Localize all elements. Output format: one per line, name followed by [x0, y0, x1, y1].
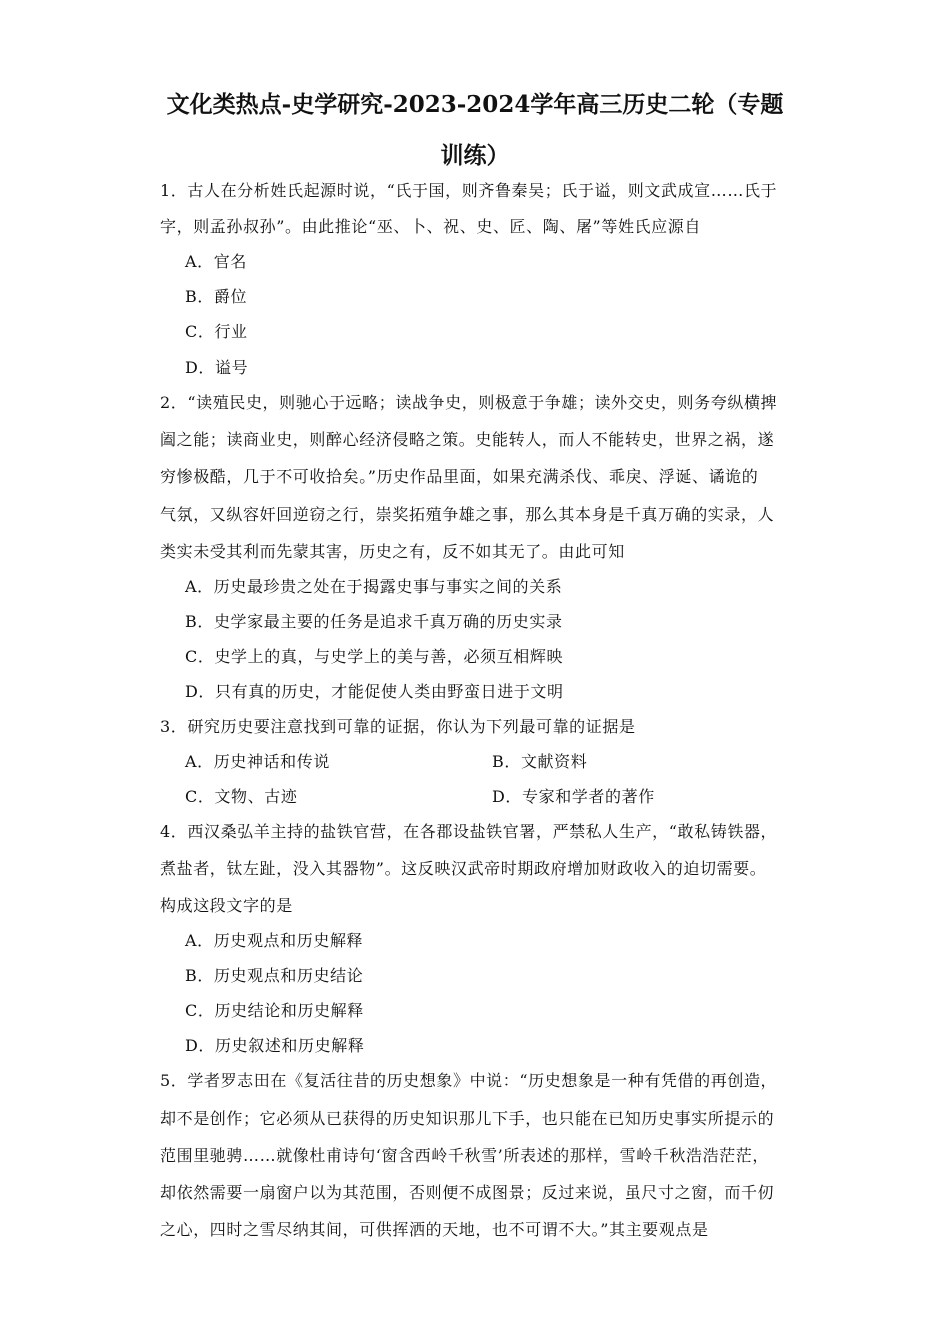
- question-4-option-a: A．历史观点和历史解释: [185, 931, 364, 950]
- question-1-option-a: A．官名: [185, 252, 247, 271]
- question-5-text-line1: 5．学者罗志田在《复活往昔的历史想象》中说：“历史想象是一种有凭借的再创造，: [160, 1071, 778, 1090]
- question-4-text-line3: 构成这段文字的是: [160, 896, 293, 915]
- question-5-text-line3: 范围里驰骋……就像杜甫诗句‘窗含西岭千秋雪’所表述的那样，雪岭千秋浩浩茫茫，: [160, 1146, 769, 1165]
- document-title-line1: 文化类热点-史学研究-2023-2024学年高三历史二轮（专题: [166, 91, 784, 118]
- question-3-option-d: D．专家和学者的著作: [492, 787, 655, 806]
- question-4-option-c: C．历史结论和历史解释: [185, 1001, 364, 1020]
- question-1-option-d: D．谥号: [185, 358, 249, 377]
- question-4-text-line1: 4．西汉桑弘羊主持的盐铁官营，在各郡设盐铁官署，严禁私人生产，“敢私铸铁器，: [160, 822, 778, 841]
- question-2-text-line4: 气氛，又纵容奸回逆窃之行，崇奖拓殖争雄之事，那么其本身是千真万确的实录，人: [160, 505, 775, 524]
- question-2-text-line5: 类实未受其利而先蒙其害，历史之有，反不如其无了。由此可知: [160, 542, 625, 561]
- question-2-text-line2: 阖之能；读商业史，则醉心经济侵略之策。史能转人，而人不能转史，世界之祸，遂: [160, 430, 775, 449]
- question-2-option-a: A．历史最珍贵之处在于揭露史事与事实之间的关系: [185, 577, 563, 596]
- question-3-option-c: C．文物、古迹: [185, 787, 298, 806]
- question-2-text-line1: 2．“读殖民史，则驰心于远略；读战争史，则极意于争雄；读外交史，则务夸纵横捭: [160, 393, 778, 412]
- question-2-option-c: C．史学上的真，与史学上的美与善，必须互相辉映: [185, 647, 564, 666]
- question-1-text-line1: 1．古人在分析姓氏起源时说，“氏于国，则齐鲁秦吴；氏于谥，则文武成宣……氏于: [160, 181, 778, 200]
- question-1-option-c: C．行业: [185, 322, 248, 341]
- question-2-option-b: B．史学家最主要的任务是追求千真万确的历史实录: [185, 612, 563, 631]
- question-3-text-line1: 3．研究历史要注意找到可靠的证据，你认为下列最可靠的证据是: [160, 717, 636, 736]
- question-4-option-b: B．历史观点和历史结论: [185, 966, 364, 985]
- question-2-text-line3: 穷惨极酷，几于不可收拾矣。”历史作品里面，如果充满杀伐、乖戾、浮诞、谲诡的: [160, 467, 759, 486]
- question-5-text-line2: 却不是创作；它必须从已获得的历史知识那儿下手，也只能在已知历史事实所提示的: [160, 1109, 775, 1128]
- question-5-text-line4: 却依然需要一扇窗户以为其范围，否则便不成图景；反过来说，虽尺寸之窗，而千仞: [160, 1183, 775, 1202]
- question-1-text-line2: 字，则孟孙叔孙”。由此推论“巫、卜、祝、史、匠、陶、屠”等姓氏应源自: [160, 217, 701, 236]
- question-4-text-line2: 煮盐者，钛左趾，没入其器物”。这反映汉武帝时期政府增加财政收入的迫切需要。: [160, 859, 767, 878]
- question-4-option-d: D．历史叙述和历史解释: [185, 1036, 365, 1055]
- question-3-option-a: A．历史神话和传说: [185, 752, 330, 771]
- question-1-option-b: B．爵位: [185, 287, 248, 306]
- question-5-text-line5: 之心，四时之雪尽纳其间，可供挥洒的天地，也不可谓不大。”其主要观点是: [160, 1220, 709, 1239]
- question-2-option-d: D．只有真的历史，才能促使人类由野蛮日进于文明: [185, 682, 564, 701]
- question-3-option-b: B．文献资料: [492, 752, 588, 771]
- document-title-line2: 训练）: [440, 142, 510, 169]
